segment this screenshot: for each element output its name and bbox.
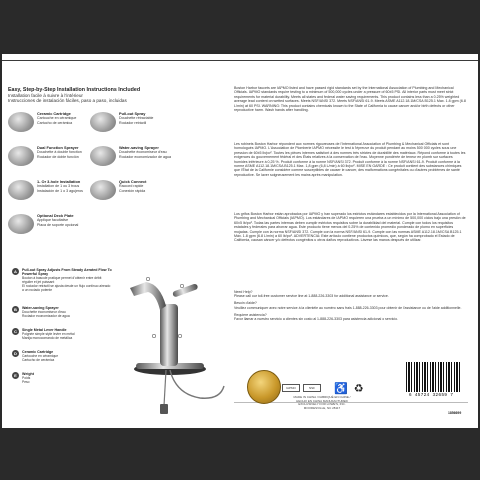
feature-item: Quick Connect Raccord rapide Conexión rápida xyxy=(90,180,171,200)
installation-icon xyxy=(8,180,34,200)
bullet-marker: C xyxy=(12,328,19,335)
feature-item: Pull-out Spray Douchette rétractable Rociador retráctil xyxy=(90,112,171,132)
seal-icon xyxy=(247,370,281,404)
top-divider xyxy=(2,60,478,61)
pullout-spray-icon xyxy=(90,112,116,132)
help-question-fr: Besoin d'aide? xyxy=(234,301,257,306)
sku-number: 1856699 xyxy=(448,411,462,415)
feature-item: Ceramic Cartridge Cartouche en céramique Cartucho de cerámica xyxy=(8,112,89,132)
heading-es: Instrucciones de instalación fáciles, paso a paso, incluidas xyxy=(8,98,127,104)
help-answer-es: Favor llamar a nuestro servicio a clientes sin costo al 1-888-226-3303 para asistencia adicional o servicio. xyxy=(234,317,398,322)
install-heading xyxy=(8,87,208,104)
made-in-text: MADE IN CHINA / FABRIQUÉ EN CHINE / HECHO EN CHINA MANUFACTURED EXCLUSIVELY FOR LOWE'S, INC. MOORESVILLE, NC 28117 xyxy=(293,395,351,410)
bullet-marker: A xyxy=(12,268,19,275)
feature-item: 1- Or 3-hole Installation Installation de 1 ou 3 trous Instalación de 1 o 3 agujeros xyxy=(8,180,89,200)
bullet-marker: B xyxy=(12,306,19,313)
help-question-es: Requiere asistencia? xyxy=(234,312,267,317)
dual-sprayer-icon xyxy=(8,146,34,166)
faucet-illustration xyxy=(120,266,235,416)
barcode xyxy=(400,362,462,402)
cert-badge: NSF xyxy=(303,384,321,392)
bullet-marker: D xyxy=(12,350,19,357)
bullet-item: B Water-saving Sprayer Douchette économiseur d'eau Rociador economizador de agua xyxy=(12,306,112,318)
cert-badge: IAPMO xyxy=(282,384,300,392)
help-question-en: Need Help? xyxy=(234,290,253,294)
help-answer-fr: Veuillez communiquer avec notre service à la clientèle au numéro sans frais 1-888-226-3303 pour obtenir de l'assistance ou de l'aide additionnelle. xyxy=(234,305,462,310)
compliance-fr: Les robinets Boston Harbor répondent aux normes rigoureuses de l'International Association of Plumbing & Mechanical Officials et sont homologués IAPMO. L'Association de Plomberie IAPMO nécessite le test à l'épreuve du produit pendant au moins 500 000 cycles sous une pression de 60±5 lb/po². Toutes les pièces internes satisfont à des normes très strictes de durabilité des matériaux. Répond conforme à toutes les exigences du gouvernement fédéral et des États relatives à la conservation de l'eau. Moyenne pondérée de teneur en plomb sur surfaces humides inférieure à 0,25 %. Produit conforme à la norme NSF/ANSI 372. Produit conforme à la norme NSF/ANSI 61-9. Produit conforme à la norme ASME A112.18.1M/CSA B125.1 Max. 1,8 gpm (6,8 L/min) à 60 lb/po². MISE EN GARDE : Ce produit contient des substances chimiques que l'État de la Californie considère comme susceptibles de causer le cancer, des malformations congénitales ou d'autres problèmes de santé reproductive. Se laver soigneusement les mains après manipulation. xyxy=(234,142,466,177)
deck-plate-icon xyxy=(8,214,34,234)
recycle-icon: ♻ xyxy=(353,383,364,395)
feature-item: Water-saving Sprayer Douchette économiseur d'eau Rociador economizador de agua xyxy=(90,146,171,166)
feature-item: Dual Function Sprayer Douchette à double fonction Rociador de doble función xyxy=(8,146,89,166)
compliance-text-es xyxy=(234,212,466,245)
disclaimer-icons xyxy=(334,384,364,394)
compliance-es: Los grifos Boston Harbor están aprobados por IAPMO y han superado los estrictos estándares establecidos por la International Association of Plumbing and Mechanical Officials (IAPMO). Los estándares de IAPMO requieren una prueba a un mínimo de 500,000 ciclos bajo una presión de 60±5 lb/po². Todas las partes internas deben cumplir estrictos requisitos sobre la durabilidad del material. Cumple con todos los requisitos estatales y federales para ahorrar agua. Este producto tiene menos del 0.25% de contenido promedio ponderado de plomo en superficies mojadas. Cumple con la norma NSF/ANSI 372. Cumple con la norma NSF/ANSI 61-9. Cumple con las normas ASME A112.18.1M/CSA B125.1 Máx. 1.8 gpm (6.8 L/min) a 60 lb/po². ADVERTENCIA: Este artículo contiene productos químicos, que, según ha comprobado el Estado de California, causan cáncer y/o defectos congénitos u otros daños reproductivos. Lávese las manos después de utilizar. xyxy=(234,212,466,243)
bullet-item: A Pull-out Spray Adjusts From Steady Aerated Flow To Powerful Spray Bouton à bascule pratique permet d'obtenir entre débit régulier et jet puissant El rociador retráctil se ajusta desde un flujo continuo aireado a un rociado potente xyxy=(12,268,112,292)
compliance-text xyxy=(234,86,466,114)
compliance-en: Boston Harbor faucets are IAPMO listed and have passed rigid standards set by the International Association of Plumbing and Mechanical Officials. IAPMO standards require testing to a minimum of 500,000 cycles under a pressure of 60±5 PSI. All interior parts must meet strict requirements for material durability. Meets all states and federal water saving requirements. This product contains less than a 0.25% weighted average lead content on wetted surfaces. Meets NSF/ANSI 372. Meets NSF/ANSI 61-9. Meets ASME A112.18.1M/CSA B125.1 Max. 1.8 gpm (6.8 L/min) at 60 PSI. WARNING: This product contains chemicals known to the State of California to cause cancer and/or birth defects or other reproductive harm. Wash hands after handling. xyxy=(234,86,466,113)
water-saving-icon xyxy=(90,146,116,166)
help-answer-en: Please call our toll-free customer service line at 1-888-226-3303 for additional assistance or service. xyxy=(234,294,389,299)
heading-fr: Installation facile à suivre à l'intérieur xyxy=(8,93,83,98)
compliance-text-fr xyxy=(234,142,466,179)
quick-connect-icon xyxy=(90,180,116,200)
wheelchair-icon: ♿ xyxy=(334,383,348,395)
barcode-bars xyxy=(406,362,462,392)
bullet-item: D Ceramic Cartridge Cartouche en céramique Cartucho de cerámica xyxy=(12,350,112,362)
cartridge-icon xyxy=(8,112,34,132)
bullet-marker: E xyxy=(12,372,19,379)
feature-item: Optional Deck Plate Applique facultative Placa de soporte opcional xyxy=(8,214,89,234)
help-section xyxy=(234,290,466,321)
heading-en: Easy, Step-by-Step Installation Instructions Included xyxy=(8,87,141,93)
bullet-item: E Weight Poids Peso xyxy=(12,372,112,384)
certification-marks xyxy=(282,384,321,392)
barcode-digits: 6 45724 32659 7 xyxy=(408,393,454,398)
bullet-item: C Single Metal Lever Handle Poignée simple style levier en métal Manija monocomando de metálica xyxy=(12,328,112,340)
